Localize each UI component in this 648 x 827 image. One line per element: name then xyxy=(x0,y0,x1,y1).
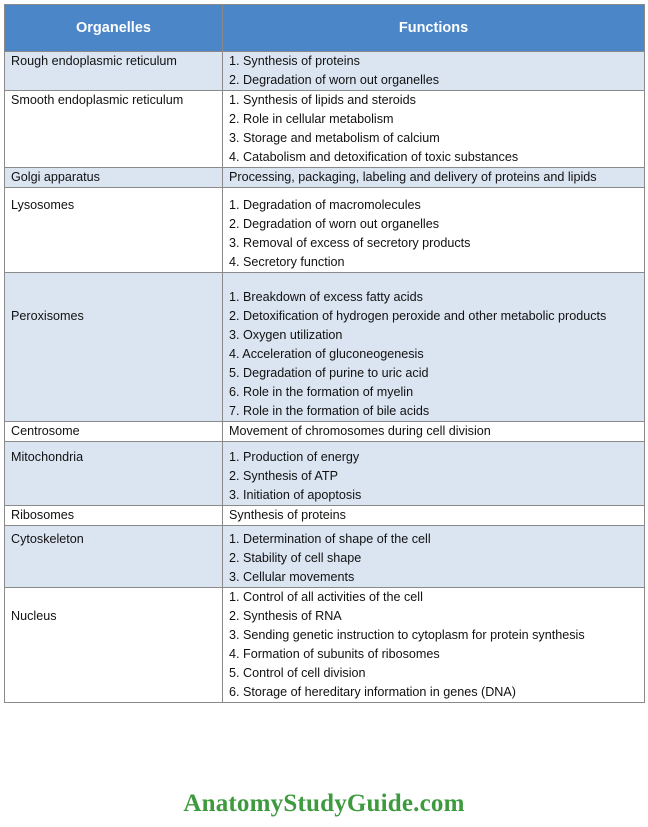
function-item: 2. Degradation of worn out organelles xyxy=(229,217,440,231)
table-row xyxy=(5,52,645,91)
function-item: 2. Degradation of worn out organelles xyxy=(229,73,440,87)
function-item: 6. Role in the formation of myelin xyxy=(229,385,414,399)
function-item: 2. Synthesis of ATP xyxy=(229,469,338,483)
table-row xyxy=(5,188,645,273)
function-list xyxy=(223,91,645,168)
function-item: 1. Control of all activities of the cell xyxy=(229,590,423,604)
function-item: 1. Synthesis of lipids and steroids xyxy=(229,93,416,107)
table-header-row xyxy=(5,5,645,52)
function-item: 4. Catabolism and detoxification of toxic substances xyxy=(229,150,519,164)
function-item: 1. Determination of shape of the cell xyxy=(229,532,431,546)
function-text: Processing, packaging, labeling and delivery of proteins and lipids xyxy=(223,168,645,188)
organelle-name: Ribosomes xyxy=(5,506,223,526)
organelle-name: Golgi apparatus xyxy=(5,168,223,188)
column-header-functions: Functions xyxy=(223,5,645,52)
function-item: 3. Sending genetic instruction to cytoplasm for protein synthesis xyxy=(229,628,585,642)
function-item: 3. Initiation of apoptosis xyxy=(229,488,362,502)
function-item: 4. Formation of subunits of ribosomes xyxy=(229,647,440,661)
organelle-name: Centrosome xyxy=(5,422,223,442)
table-row xyxy=(5,168,645,188)
function-item: 4. Secretory function xyxy=(229,255,345,269)
function-item: 4. Acceleration of gluconeogenesis xyxy=(229,347,424,361)
table-row xyxy=(5,526,645,588)
table-row xyxy=(5,91,645,168)
function-item: 2. Stability of cell shape xyxy=(229,551,362,565)
table-row xyxy=(5,273,645,422)
table-row xyxy=(5,506,645,526)
function-item: 3. Storage and metabolism of calcium xyxy=(229,131,440,145)
function-item: 1. Breakdown of excess fatty acids xyxy=(229,290,423,304)
organelle-name: Smooth endoplasmic reticulum xyxy=(5,91,223,168)
organelle-name: Mitochondria xyxy=(5,442,223,506)
function-list xyxy=(223,273,645,422)
function-item: 2. Role in cellular metabolism xyxy=(229,112,394,126)
function-list xyxy=(223,188,645,273)
column-header-organelles: Organelles xyxy=(5,5,223,52)
organelle-name: Cytoskeleton xyxy=(5,526,223,588)
function-list xyxy=(223,526,645,588)
organelle-name: Rough endoplasmic reticulum xyxy=(5,52,223,91)
organelle-name: Peroxisomes xyxy=(5,273,223,422)
function-item: 5. Control of cell division xyxy=(229,666,366,680)
organelle-name: Lysosomes xyxy=(5,188,223,273)
function-item: 2. Detoxification of hydrogen peroxide and other metabolic products xyxy=(229,309,607,323)
function-text: Movement of chromosomes during cell division xyxy=(223,422,645,442)
function-item: 6. Storage of hereditary information in genes (DNA) xyxy=(229,685,516,699)
function-item: 3. Removal of excess of secretory products xyxy=(229,236,471,250)
function-list xyxy=(223,588,645,703)
function-text: Synthesis of proteins xyxy=(223,506,645,526)
function-item: 1. Production of energy xyxy=(229,450,360,464)
organelle-name: Nucleus xyxy=(5,588,223,703)
function-item: 1. Synthesis of proteins xyxy=(229,54,360,68)
function-list xyxy=(223,442,645,506)
table-row xyxy=(5,422,645,442)
site-watermark: AnatomyStudyGuide.com xyxy=(183,790,465,817)
organelles-table xyxy=(4,4,645,703)
function-item: 2. Synthesis of RNA xyxy=(229,609,342,623)
function-item: 3. Cellular movements xyxy=(229,570,355,584)
table-row xyxy=(5,588,645,703)
table-row xyxy=(5,442,645,506)
function-item: 1. Degradation of macromolecules xyxy=(229,198,421,212)
function-item: 7. Role in the formation of bile acids xyxy=(229,404,430,418)
function-item: 3. Oxygen utilization xyxy=(229,328,343,342)
function-list xyxy=(223,52,645,91)
function-item: 5. Degradation of purine to uric acid xyxy=(229,366,429,380)
